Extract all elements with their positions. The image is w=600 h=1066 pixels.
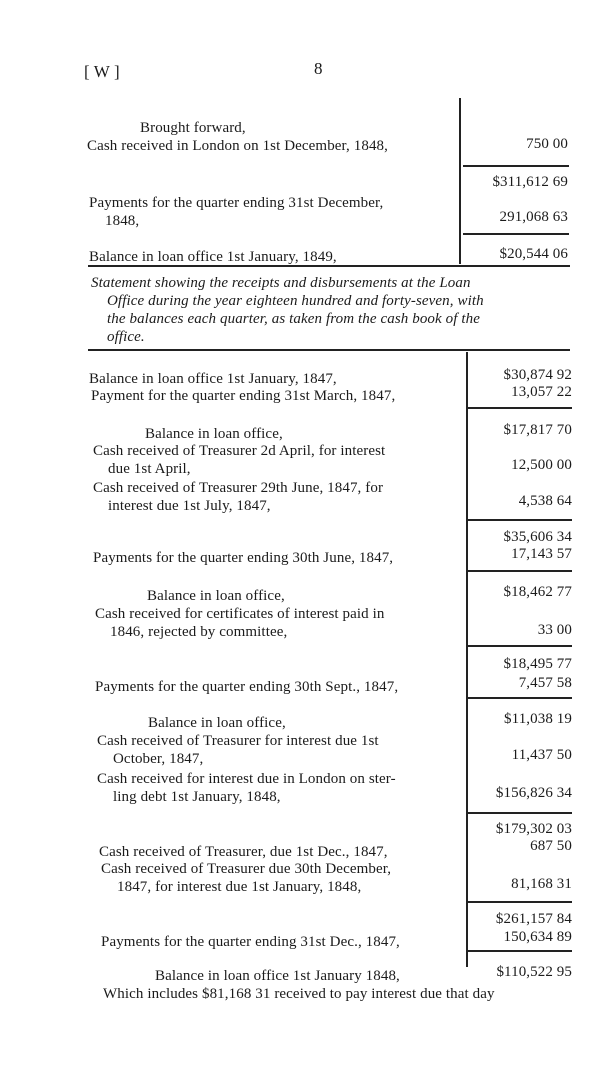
row-label: Balance in loan office, [148,715,286,731]
section-divider [88,349,570,351]
sum-rule [468,519,572,521]
row-amount: $156,826 34 [495,785,572,801]
statement-heading-line: Office during the year eighteen hundred and forty-seven, with [107,293,484,309]
closing-balance-label: Balance in loan office 1st January 1848, [155,968,400,984]
row-label: Balance in loan office 1st January, 1847, [89,371,337,387]
row-amount: 4,538 64 [518,493,572,509]
row-amount: $30,874 92 [503,367,572,383]
closing-balance-amount: $110,522 95 [496,964,572,980]
row-label-cont: due 1st April, [108,461,191,477]
row-amount: 291,068 63 [499,209,568,225]
row-label: Payments for the quarter ending 30th Sept., 1847, [95,679,399,695]
row-label-cont: ling debt 1st January, 1848, [113,789,281,805]
row-amount: 33 00 [537,622,572,638]
sum-rule [468,570,572,572]
sum-rule [468,950,572,952]
sum-rule [468,901,572,903]
row-amount: 13,057 22 [511,384,572,400]
sum-rule [463,233,569,235]
page-number: 8 [314,59,323,78]
row-label: Balance in loan office, [145,426,283,442]
row-amount: $17,817 70 [503,422,572,438]
row-amount: 12,500 00 [511,457,572,473]
row-amount: 750 00 [526,136,568,152]
balance-amount: $20,544 06 [499,246,568,262]
sum-rule [468,645,572,647]
sum-rule [468,812,572,814]
column-rule [459,98,461,264]
row-amount: 687 50 [530,838,572,854]
row-label: Payment for the quarter ending 31st March, 1847, [91,388,396,404]
section-divider [88,265,570,267]
row-label: Cash received of Treasurer 29th June, 1847, for [93,480,384,496]
row-label-cont: October, 1847, [113,751,204,767]
row-label: Cash received for certificates of interest paid in [95,606,385,622]
subtotal-amount: $179,302 03 [495,821,572,837]
sum-rule [468,697,572,699]
brought-forward-label: Brought forward, [140,120,246,136]
row-amount: 17,143 57 [511,546,572,562]
row-amount: 11,437 50 [511,747,572,763]
subtotal-amount: $311,612 69 [492,174,568,190]
row-label-cont: 1848, [105,213,140,229]
row-label-cont: interest due 1st July, 1847, [108,498,271,514]
row-label: Cash received of Treasurer for interest due 1st [97,733,379,749]
row-label: Cash received of Treasurer 2d April, for interest [93,443,386,459]
row-label: Cash received of Treasurer, due 1st Dec., 1847, [99,844,388,860]
sum-rule [468,407,572,409]
row-label: Balance in loan office, [147,588,285,604]
balance-label: Balance in loan office 1st January, 1849, [89,249,337,265]
row-amount: 150,634 89 [503,929,572,945]
row-label: Payments for the quarter ending 30th June, 1847, [93,550,394,566]
row-label: Payments for the quarter ending 31st December, [89,195,384,211]
statement-heading-line: the balances each quarter, as taken from the cash book of the [107,311,480,327]
row-label: Cash received for interest due in London on ster- [97,771,396,787]
subtotal-amount: $35,606 34 [503,529,572,545]
row-label: Payments for the quarter ending 31st Dec., 1847, [101,934,400,950]
row-label: Cash received of Treasurer due 30th December, [101,861,392,877]
sum-rule [463,165,569,167]
row-amount: $11,038 19 [504,711,572,727]
row-label-cont: 1847, for interest due 1st January, 1848, [117,879,362,895]
statement-heading-line: Statement showing the receipts and disbursements at the Loan [91,275,471,291]
page-label: [ W ] [84,62,120,81]
statement-heading-line: office. [107,329,145,345]
row-amount: $18,462 77 [503,584,572,600]
row-label: Cash received in London on 1st December, 1848, [87,138,389,154]
row-amount: 81,168 31 [511,876,572,892]
column-rule [466,352,468,967]
row-amount: 7,457 58 [518,675,572,691]
subtotal-amount: $261,157 84 [495,911,572,927]
row-label-cont: 1846, rejected by committee, [110,624,288,640]
subtotal-amount: $18,495 77 [503,656,572,672]
closing-note: Which includes $81,168 31 received to pay interest due that day [103,986,495,1002]
